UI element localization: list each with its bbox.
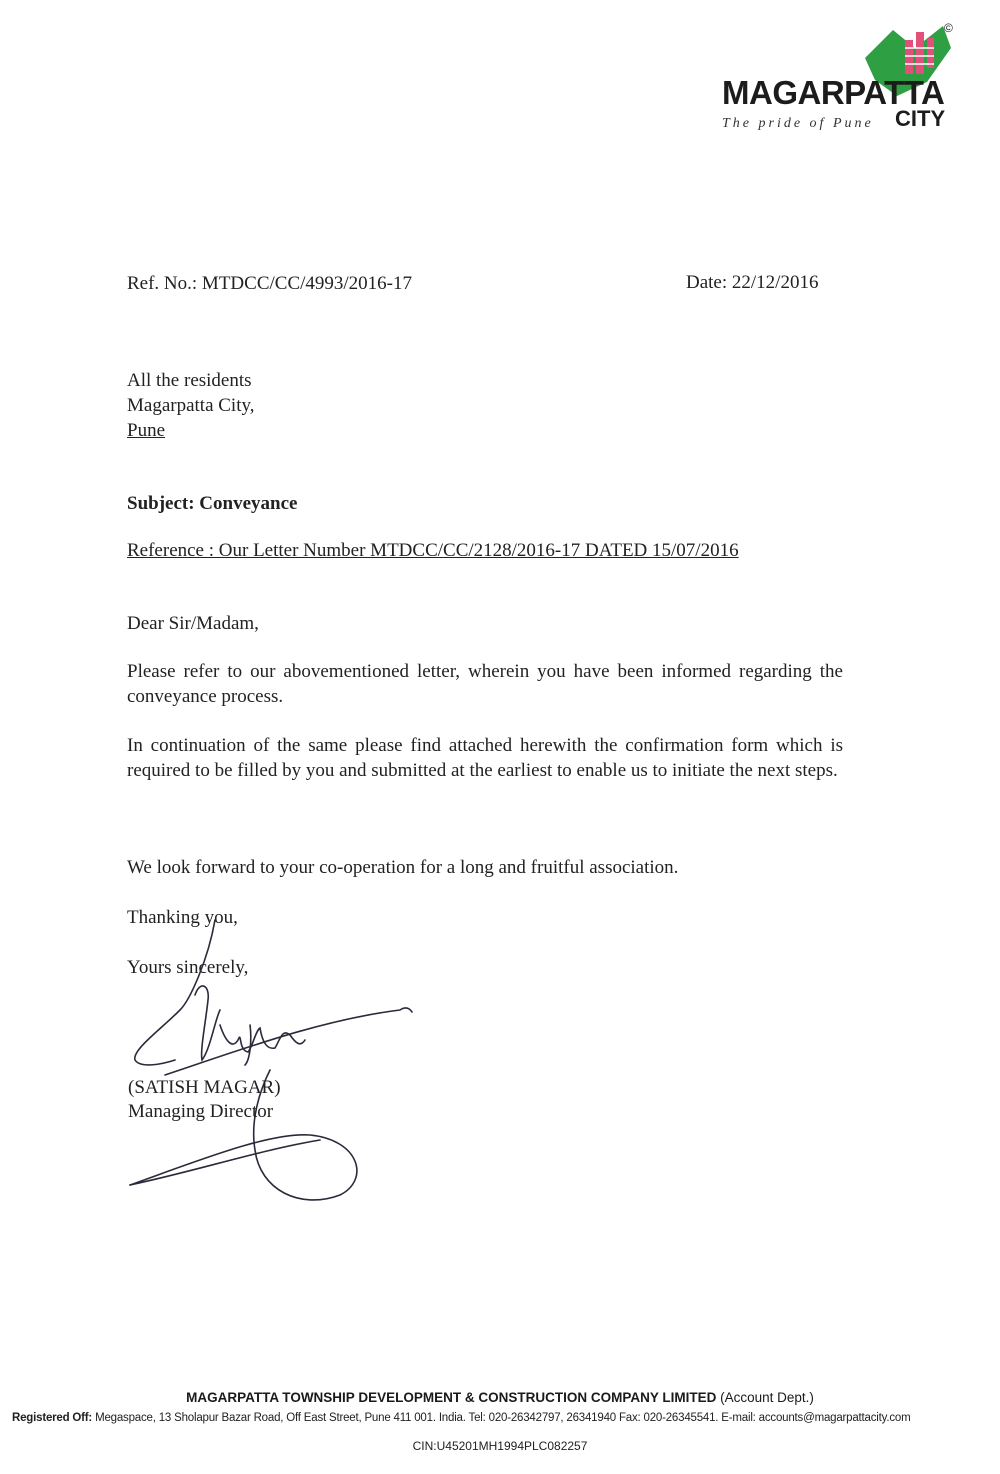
copyright-symbol: © <box>944 21 953 35</box>
salutation: Dear Sir/Madam, <box>127 613 259 634</box>
closing-sincerely: Yours sincerely, <box>127 957 249 978</box>
footer-registered-office <box>12 1412 910 1424</box>
signatory-title: Managing Director <box>128 1101 274 1122</box>
addressee-block <box>127 368 255 443</box>
addressee-city: Pune <box>127 420 165 441</box>
logo-city-text: CITY <box>895 106 946 131</box>
footer-cin: CIN:U45201MH1994PLC082257 <box>412 1439 588 1453</box>
footer-department: (Account Dept.) <box>720 1390 814 1405</box>
body-paragraph: Please refer to our abovementioned letter, wherein you have been informed regarding the conveyance process. <box>127 661 843 707</box>
logo-tagline: The pride of Pune <box>722 116 874 131</box>
body-paragraph: We look forward to your co-operation for a long and fruitful association. <box>127 857 679 878</box>
footer-company-name: MAGARPATTA TOWNSHIP DEVELOPMENT & CONSTRUCTION COMPANY LIMITED <box>186 1390 717 1405</box>
addressee-line: All the residents <box>127 370 252 391</box>
reference-number: Ref. No.: MTDCC/CC/4993/2016-17 <box>127 273 413 294</box>
handwritten-signature <box>120 900 460 1220</box>
company-logo <box>715 18 960 143</box>
signatory-name: (SATISH MAGAR) <box>128 1077 281 1098</box>
body-paragraph: In continuation of the same please find attached herewith the confirmation form which is required to be filled by you and submitted at the earliest to enable us to initiate the next steps. <box>127 735 843 781</box>
reference-line: Reference : Our Letter Number MTDCC/CC/2128/2016-17 DATED 15/07/2016 <box>127 540 739 561</box>
footer-registered-label: Registered Off: <box>12 1412 93 1424</box>
letter-date: Date: 22/12/2016 <box>686 272 819 293</box>
footer-registered-address: Megaspace, 13 Sholapur Bazar Road, Off East Street, Pune 411 001. India. Tel: 020-26342797, 26341940 Fax: 020-26345541. E-mail: accounts@magarpattacity.com <box>95 1412 911 1424</box>
logo-brand-text: MAGARPATTA <box>722 74 945 111</box>
addressee-line: Magarpatta City, <box>127 395 255 416</box>
subject-line: Subject: Conveyance <box>127 493 298 514</box>
footer-company-line <box>0 1390 1000 1405</box>
closing-thanks: Thanking you, <box>127 907 238 928</box>
